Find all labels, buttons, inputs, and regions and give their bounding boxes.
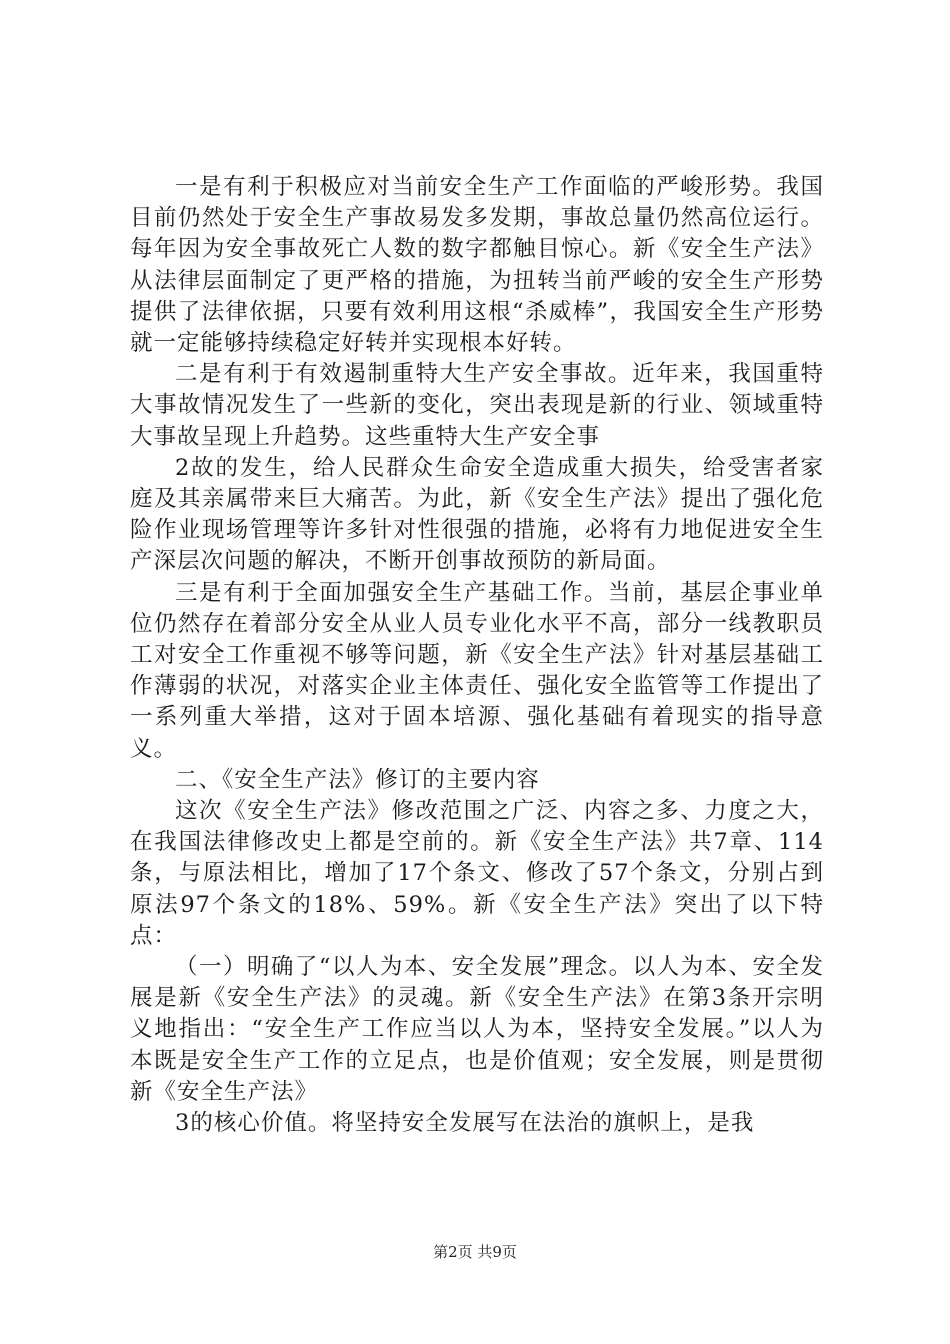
paragraph-6: （一）明确了“以人为本、安全发展”理念。以人为本、安全发展是新《安全生产法》的灵魂。新《安全生产法》在第3条开宗明义地指出：“安全生产工作应当以人为本，坚持安全发展。”以人为本既是安全生产工作的立足点，也是价值观；安全发展，则是贯彻新《安全生产法》	[130, 954, 824, 1105]
page-footer: 第2页 共9页	[433, 1243, 517, 1261]
paragraph-2: 二是有利于有效遏制重特大生产安全事故。近年来，我国重特大事故情况发生了一些新的变化，突出表现是新的行业、领域重特大事故呈现上升趋势。这些重特大生产安全事	[130, 361, 824, 450]
document-body	[130, 172, 824, 1139]
paragraph-5: 这次《安全生产法》修改范围之广泛、内容之多、力度之大，在我国法律修改史上都是空前的。新《安全生产法》共7章、114条，与原法相比，增加了17个条文、修改了57个条文，分别占到原法97个条文的18%、59%。新《安全生产法》突出了以下特点：	[130, 798, 824, 949]
paragraph-3: 2故的发生，给人民群众生命安全造成重大损失，给受害者家庭及其亲属带来巨大痛苦。为此，新《安全生产法》提出了强化危险作业现场管理等许多针对性很强的措施，必将有力地促进安全生产深层次问题的解决，不断开创事故预防的新局面。	[130, 454, 824, 575]
section-heading: 二、《安全生产法》修订的主要内容	[175, 766, 540, 793]
paragraph-7: 3的核心价值。将坚持安全发展写在法治的旗帜上，是我	[175, 1110, 755, 1137]
paragraph-1: 一是有利于积极应对当前安全生产工作面临的严峻形势。我国目前仍然处于安全生产事故易发多发期，事故总量仍然高位运行。每年因为安全事故死亡人数的数字都触目惊心。新《安全生产法》从法律层面制定了更严格的措施，为扭转当前严峻的安全生产形势提供了法律依据，只要有效利用这根“杀威棒”，我国安全生产形势就一定能够持续稳定好转并实现根本好转。	[130, 174, 824, 357]
paragraph-4: 三是有利于全面加强安全生产基础工作。当前，基层企事业单位仍然存在着部分安全从业人员专业化水平不高，部分一线教职员工对安全工作重视不够等问题，新《安全生产法》针对基层基础工作薄弱的状况，对落实企业主体责任、强化安全监管等工作提出了一系列重大举措，这对于固本培源、强化基础有着现实的指导意义。	[130, 579, 824, 762]
